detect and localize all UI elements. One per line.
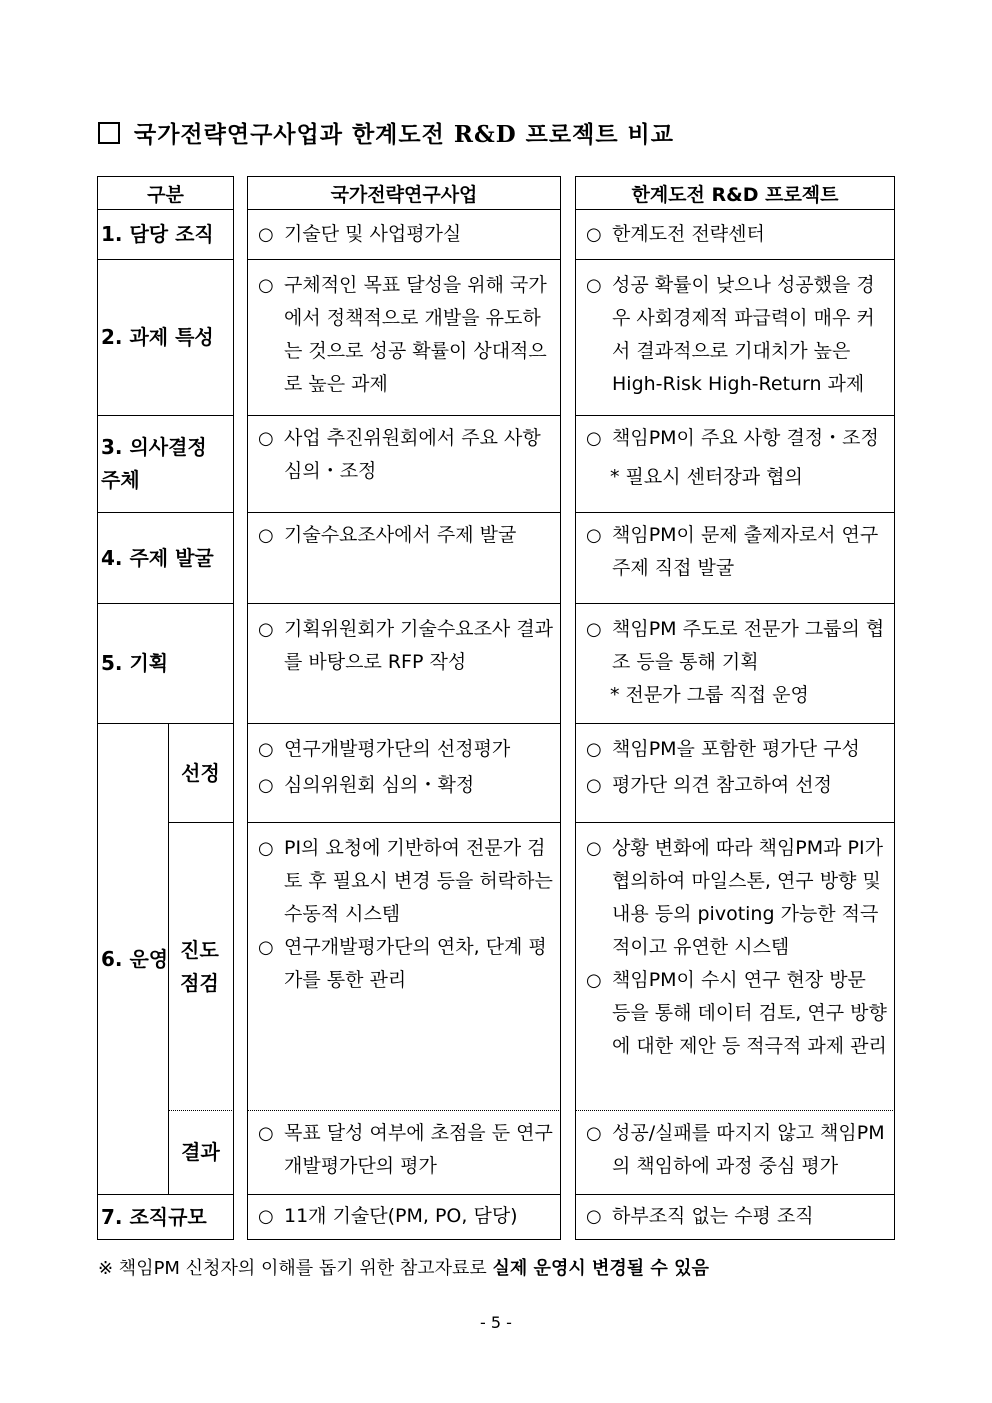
national-cell [247,822,561,1111]
list-item: ○ 책임PM을 포함한 평가단 구성 [586,733,888,766]
list-item: ○ 목표 달성 여부에 초점을 둔 연구개발평가단의 평가 [258,1117,554,1183]
list-item: ○ 상황 변화에 따라 책임PM과 PI가 협의하여 마일스톤, 연구 방향 및 내용 등의 pivoting 가능한 적극적이고 유연한 시스템 [586,832,888,964]
list-item: ○ 하부조직 없는 수평 조직 [586,1200,888,1233]
header-category: 구분 [97,176,234,210]
national-cell [247,723,561,823]
list-item: ○ 책임PM이 주요 사항 결정・조정 [586,422,888,455]
challenge-cell [575,259,895,416]
page-number: - 5 - [480,1313,512,1332]
page-title [98,116,674,149]
list-item: ○ 기획위원회가 기술수요조사 결과를 바탕으로 RFP 작성 [258,613,554,679]
national-cell [247,603,561,724]
list-item: ○ 성공 확률이 낮으나 성공했을 경우 사회경제적 파급력이 매우 커서 결과적으로 기대치가 높은 High-Risk High-Return 과제 [586,269,888,401]
list-item: ○ 구체적인 목표 달성을 위해 국가에서 정책적으로 개발을 유도하는 것으로 성공 확률이 상대적으로 높은 과제 [258,269,554,401]
list-item: ○ 심의위원회 심의・확정 [258,769,554,802]
footnote-text: ※ 책임PM 신청자의 이해를 돕기 위한 참고자료로 [98,1258,493,1279]
list-item: ○ 성공/실패를 따지지 않고 책임PM의 책임하에 과정 중심 평가 [586,1117,888,1183]
sub-label: 선정 [168,723,234,823]
footnote-emphasis: 실제 운영시 변경될 수 있음 [492,1258,709,1279]
row-label: 7. 조직규모 [97,1194,234,1240]
row-label: 3. 의사결정 주체 [97,415,234,513]
challenge-cell [575,1110,895,1195]
row-label: 1. 담당 조직 [97,209,234,260]
row-label: 5. 기획 [97,603,234,724]
list-item: ○ 연구개발평가단의 연차, 단계 평가를 통한 관리 [258,931,554,997]
list-item: ○ 기술수요조사에서 주제 발굴 [258,519,554,552]
sub-label: 진도 점검 [168,822,234,1111]
national-cell [247,259,561,416]
note-text: * 필요시 센터장과 협의 [610,466,803,488]
national-cell [247,512,561,604]
title-text: 국가전략연구사업과 한계도전 R&D 프로젝트 비교 [134,121,674,148]
row-label-operation: 6. 운영 [97,723,234,1195]
header-national: 국가전략연구사업 [247,176,561,210]
challenge-cell [575,723,895,823]
list-item: ○ 책임PM 주도로 전문가 그룹의 협조 등을 통해 기획 [586,613,888,679]
challenge-cell [575,1194,895,1240]
list-item: ○ 평가단 의견 참고하여 선정 [586,769,888,802]
list-item: ○ 기술단 및 사업평가실 [258,218,554,251]
list-item: ○ 책임PM이 수시 연구 현장 방문 등을 통해 데이터 검토, 연구 방향에 대한 제안 등 적극적 과제 관리 [586,964,888,1063]
national-cell [247,209,561,260]
national-cell [247,1110,561,1195]
sub-label: 결과 [168,1110,234,1195]
list-item: ○ 연구개발평가단의 선정평가 [258,733,554,766]
note-text: * 전문가 그룹 직접 운영 [610,684,809,706]
row-label: 4. 주제 발굴 [97,512,234,604]
challenge-cell [575,603,895,724]
challenge-cell [575,209,895,260]
challenge-cell [575,415,895,513]
header-challenge: 한계도전 R&D 프로젝트 [575,176,895,210]
footnote [98,1254,709,1280]
national-cell [247,1194,561,1240]
challenge-cell [575,822,895,1111]
list-item: ○ 사업 추진위원회에서 주요 사항 심의・조정 [258,422,554,488]
list-item: ○ 한계도전 전략센터 [586,218,888,251]
challenge-cell [575,512,895,604]
list-item: ○ PI의 요청에 기반하여 전문가 검토 후 필요시 변경 등을 허락하는 수동적 시스템 [258,832,554,931]
checkbox-square-icon [98,122,120,144]
national-cell [247,415,561,513]
row-label: 2. 과제 특성 [97,259,234,416]
list-item: ○ 11개 기술단(PM, PO, 담당) [258,1200,554,1233]
list-item: ○ 책임PM이 문제 출제자로서 연구 주제 직접 발굴 [586,519,888,585]
